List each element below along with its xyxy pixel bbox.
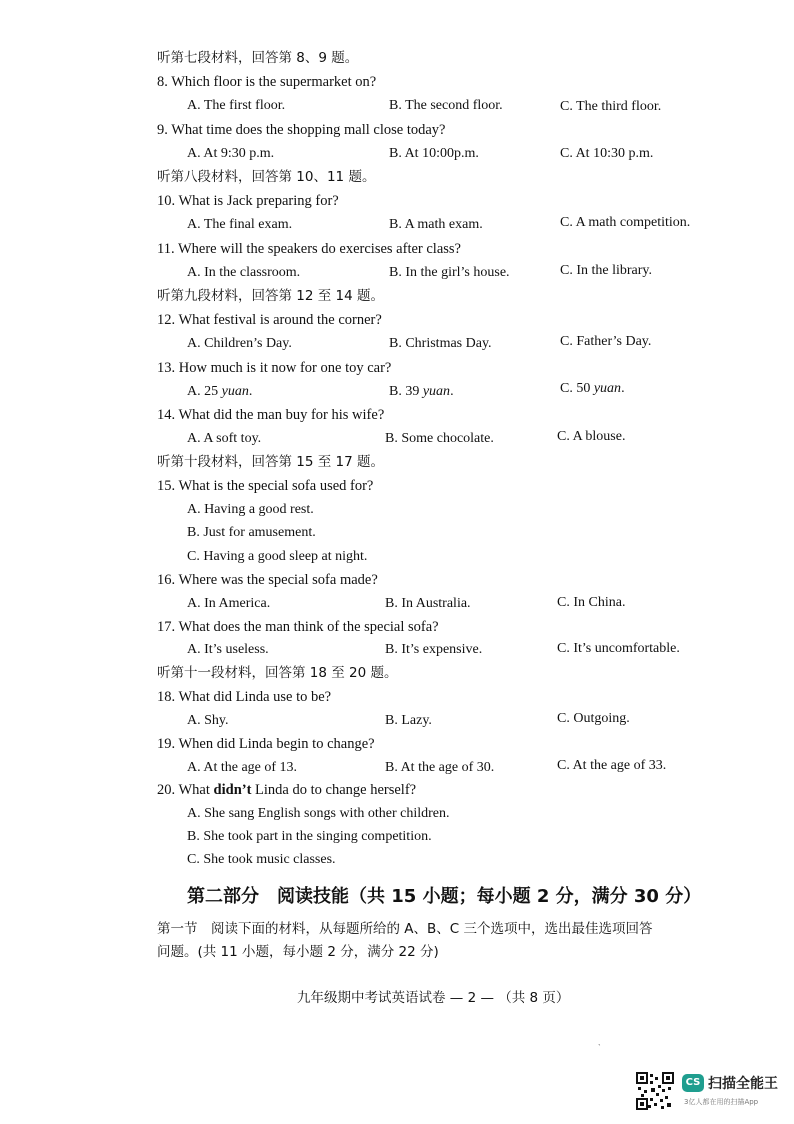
question-13 xyxy=(157,359,391,377)
option-b: B. It’s expensive. xyxy=(385,642,483,657)
option-c: C. At 10:30 p.m. xyxy=(560,146,654,161)
question-text: When did Linda begin to change? xyxy=(178,736,375,752)
part-two-heading: 第二部分 阅读技能（共 15 小题；每小题 2 分，满分 30 分） xyxy=(187,886,702,907)
option-b: B. Just for amusement. xyxy=(187,525,316,540)
option-a: A. Having a good rest. xyxy=(187,502,314,517)
question-text: What is the special sofa used for? xyxy=(178,478,374,494)
question-text: What festival is around the corner? xyxy=(178,312,382,328)
question-number: 18. xyxy=(157,689,176,705)
question-19 xyxy=(157,735,375,753)
question-20 xyxy=(157,781,416,799)
question-text: What did Linda use to be? xyxy=(178,689,332,705)
option-b: B. Christmas Day. xyxy=(389,336,492,351)
question-number: 14. xyxy=(157,407,176,423)
question-number: 17. xyxy=(157,619,176,635)
unit: yuan xyxy=(593,381,622,396)
question-17 xyxy=(157,618,439,636)
option-c: C. 50 yuan. xyxy=(560,381,625,396)
scanner-watermark xyxy=(636,1070,786,1114)
qr-code-icon xyxy=(636,1072,674,1110)
question-number: 9. xyxy=(157,122,168,138)
option-b: B. Some chocolate. xyxy=(385,431,494,446)
question-18 xyxy=(157,688,331,706)
option-a: A. A soft toy. xyxy=(187,431,262,446)
question-text: What didn’t Linda do to change herself? xyxy=(178,782,417,798)
option-b: B. She took part in the singing competition. xyxy=(187,829,432,844)
option-b: B. A math exam. xyxy=(389,217,483,232)
section-instruction: 听第十段材料，回答第 15 至 17 题。 xyxy=(157,454,385,470)
unit: yuan xyxy=(422,384,451,399)
option-a: A. She sang English songs with other children. xyxy=(187,806,450,821)
option-b: B. The second floor. xyxy=(389,98,503,113)
option-a: A. The final exam. xyxy=(187,217,293,232)
question-text: What time does the shopping mall close today? xyxy=(171,122,446,138)
option-a: A. The first floor. xyxy=(187,98,286,113)
emphasis: didn’t xyxy=(213,782,252,798)
option-c: C. In China. xyxy=(557,595,626,610)
option-a: A. In America. xyxy=(187,596,271,611)
option-b: B. At the age of 30. xyxy=(385,760,495,775)
question-12 xyxy=(157,311,382,329)
scan-speck: ` xyxy=(598,1043,601,1052)
option-c: C. She took music classes. xyxy=(187,852,336,867)
part-two-intro-line1: 第一节 阅读下面的材料，从每题所给的 A、B、C 三个选项中，选出最佳选项回答 xyxy=(157,921,653,937)
question-number: 8. xyxy=(157,74,168,90)
section-instruction: 听第九段材料，回答第 12 至 14 题。 xyxy=(157,288,385,304)
question-text: What did the man buy for his wife? xyxy=(178,407,385,423)
option-b: B. In Australia. xyxy=(385,596,471,611)
page-footer: 九年级期中考试英语试卷 — 2 — （共 8 页） xyxy=(297,990,570,1006)
option-a: A. At 9:30 p.m. xyxy=(187,146,275,161)
question-text: Where was the special sofa made? xyxy=(178,572,378,588)
question-10 xyxy=(157,192,339,210)
camscanner-logo: CS xyxy=(682,1074,704,1092)
question-14 xyxy=(157,406,384,424)
question-number: 12. xyxy=(157,312,176,328)
option-c: C. Having a good sleep at night. xyxy=(187,549,368,564)
option-b: B. 39 yuan. xyxy=(389,384,454,399)
option-a: A. In the classroom. xyxy=(187,265,301,280)
option-a: A. Shy. xyxy=(187,713,229,728)
option-c: C. At the age of 33. xyxy=(557,758,667,773)
question-text: Which floor is the supermarket on? xyxy=(171,74,377,90)
option-c: C. A math competition. xyxy=(560,215,691,230)
question-text: What does the man think of the special sofa? xyxy=(178,619,439,635)
section-instruction: 听第八段材料，回答第 10、11 题。 xyxy=(157,169,376,185)
option-c: C. It’s uncomfortable. xyxy=(557,641,680,656)
part-two-intro-line2: 问题。(共 11 小题，每小题 2 分，满分 22 分) xyxy=(157,944,439,960)
option-b: B. In the girl’s house. xyxy=(389,265,510,280)
option-c: C. In the library. xyxy=(560,263,653,278)
question-text: What is Jack preparing for? xyxy=(178,193,339,209)
question-number: 19. xyxy=(157,736,176,752)
question-number: 11. xyxy=(157,241,175,257)
option-a: A. At the age of 13. xyxy=(187,760,298,775)
unit: yuan xyxy=(221,384,249,399)
question-11 xyxy=(157,240,461,258)
question-text: Where will the speakers do exercises after class? xyxy=(177,241,461,257)
question-number: 13. xyxy=(157,360,176,376)
option-c: C. The third floor. xyxy=(560,99,662,114)
section-instruction: 听第十一段材料，回答第 18 至 20 题。 xyxy=(157,665,398,681)
watermark-title: 扫描全能王 xyxy=(708,1076,778,1092)
question-15 xyxy=(157,477,373,495)
option-c: C. A blouse. xyxy=(557,429,626,444)
watermark-subtitle: 3亿人都在用的扫描App xyxy=(684,1098,759,1106)
option-b: B. Lazy. xyxy=(385,713,432,728)
question-text: How much is it now for one toy car? xyxy=(178,360,392,376)
question-number: 20. xyxy=(157,782,176,798)
question-number: 10. xyxy=(157,193,176,209)
option-a: A. It’s useless. xyxy=(187,642,269,657)
question-number: 15. xyxy=(157,478,176,494)
question-9 xyxy=(157,121,445,139)
question-number: 16. xyxy=(157,572,176,588)
option-a: A. 25 yuan. xyxy=(187,384,253,399)
option-a: A. Children’s Day. xyxy=(187,336,292,351)
option-b: B. At 10:00p.m. xyxy=(389,146,479,161)
question-8 xyxy=(157,73,376,91)
section-instruction: 听第七段材料，回答第 8、9 题。 xyxy=(157,50,359,66)
question-16 xyxy=(157,571,378,589)
option-c: C. Outgoing. xyxy=(557,711,630,726)
option-c: C. Father’s Day. xyxy=(560,334,652,349)
